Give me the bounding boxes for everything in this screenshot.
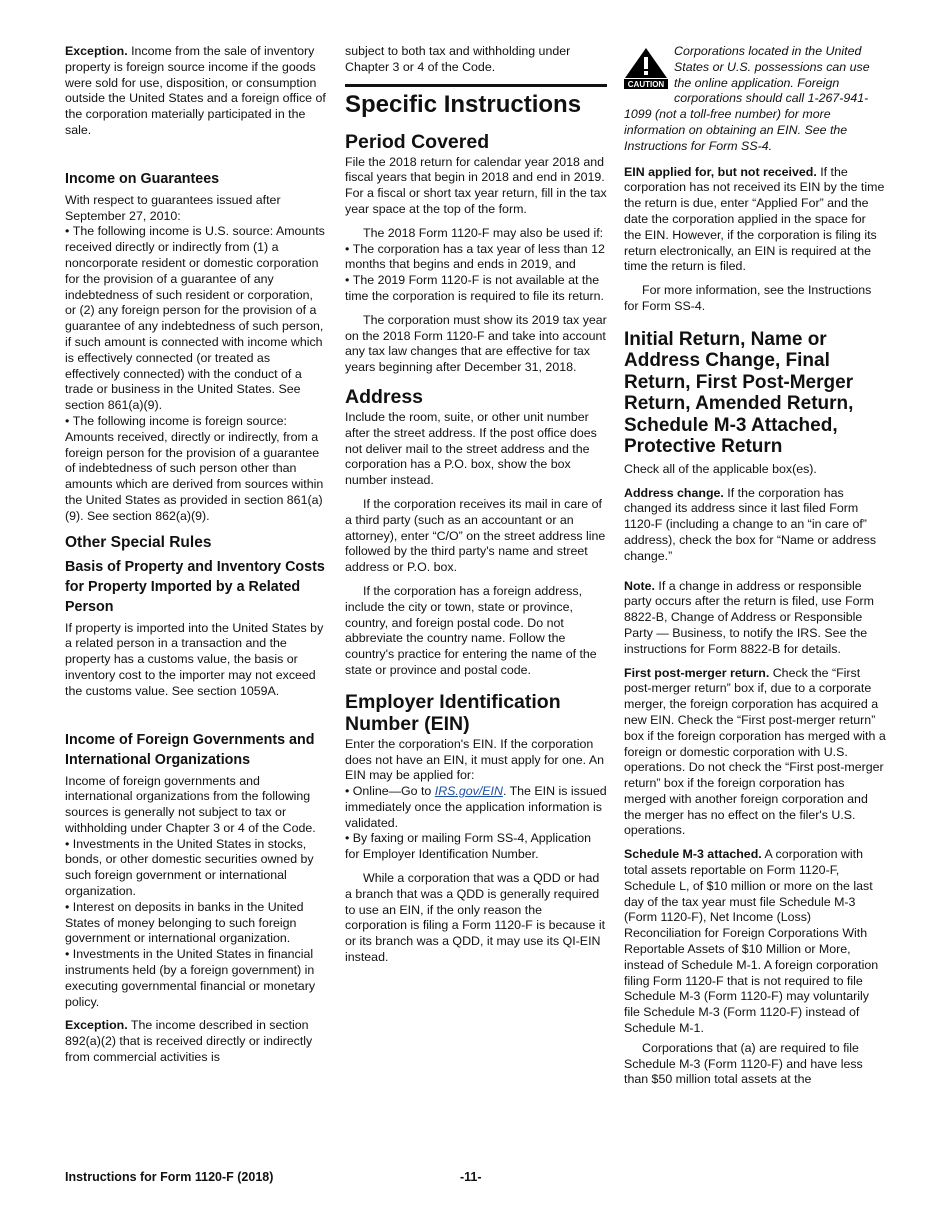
guarantees-bullet-1: • The following income is U.S. source: Amounts received directly or indirectly from (1) a noncorporate resident or domestic corporation for the provision of a guarantee of any indebtedness of such resident or corporation, or (2) any foreign person for the provision of a guarantee of any indebtedness of such person, if such amount is connected with income which is effectively connected (or treated as effectively connected) with the conduct of a trade or business in the United States. See section 861(a)(9). — [65, 224, 327, 414]
m3-paragraph — [624, 847, 886, 1037]
m3-text: A corporation with total assets reportable on Form 1120-F, Schedule L, of $10 million or more on the last day of the tax year must file Schedule M-3 (Form 1120-F), Net Income (Loss) Reconciliation for Foreign Corporations With Reportable Assets of $10 Million or More, instead of Schedule M-1. A foreign corporation filing Form 1120-F that is not required to file Schedule M-3 (Form 1120-F) may voluntarily file Schedule M-3 (Form 1120-F) instead of Schedule M-1. — [624, 847, 879, 1036]
column-1 — [65, 44, 327, 1074]
continued-text: subject to both tax and withholding under Chapter 3 or 4 of the Code. — [345, 44, 571, 74]
period-p2: The 2018 Form 1120-F may also be used if: — [363, 225, 604, 240]
foreign-gov-bullet-3: • Investments in the United States in financial instruments held (by a foreign government) in executing governmental financial or monetary policy. — [65, 947, 327, 1010]
m3-label: Schedule M-3 attached. — [624, 847, 762, 862]
foreign-gov-heading: Income of Foreign Governments and International Organizations — [65, 731, 315, 768]
period-bullet-1: • The corporation has a tax year of less than 12 months that begins and ends in 2019, and — [345, 242, 607, 274]
guarantees-intro: With respect to guarantees issued after September 27, 2010: — [65, 192, 281, 223]
ein-applied-text: If the corporation has not received its EIN by the time the return is due, enter “Applied For” and the date the corporation applied in the space for the EIN. However, if the corporation is filing its return electronically, an EIN is required at the time the return is filed. — [624, 164, 885, 274]
foreign-gov-bullet-2: • Interest on deposits in banks in the United States of money belonging to such foreign government or international organization. — [65, 900, 327, 947]
ein-bullet-1-post: . The EIN is issued immediately once the application information is validated. — [345, 784, 607, 830]
address-p2: If the corporation receives its mail in care of a third party (such as an accountant or an attorney), enter “C/O” on the street address line followed by the third party's name and street address or P.O. box. — [345, 496, 606, 575]
address-change-label: Address change. — [624, 485, 724, 500]
period-p1: File the 2018 return for calendar year 2018 and fiscal years that begin in 2018 and end in 2019. For a fiscal or short tax year return, fill in the tax year space at the top of the form. — [345, 154, 607, 216]
m3-p2: Corporations that (a) are required to file Schedule M-3 (Form 1120-F) and have less than $50 million total assets at the — [624, 1040, 863, 1087]
exception-text: Income from the sale of inventory property is foreign source income if the goods were sold for use, disposition, or consumption outside the United States and a foreign office of the corporation materially participated in the sale. — [65, 44, 326, 137]
irs-ein-link[interactable]: IRS.gov/EIN — [434, 784, 503, 799]
address-p3: If the corporation has a foreign address, include the city or town, state or province, country, and foreign postal code. Do not abbreviate the country name. Follow the country's practice for entering the name of the state or province and postal code. — [345, 583, 597, 677]
ein-bullet-1-pre: Online—Go to — [352, 784, 435, 799]
note-paragraph — [624, 579, 886, 658]
more-info: For more information, see the Instructions for Form SS-4. — [624, 283, 872, 313]
basis-text: If property is imported into the United States by a related person in a transaction and the property has a customs value, the basis or inventory cost to the importer may not exceed the customs value. See section 1059A. — [65, 620, 324, 698]
ein-bullet-2: • By faxing or mailing Form SS-4, Application for Employer Identification Number. — [345, 831, 607, 863]
footer-page-number: -11- — [460, 1170, 482, 1184]
address-change-text: If the corporation has changed its address since it last filed Form 1120-F (including a change to an “in care of” address), check the box for “Name or address change.” — [624, 485, 877, 563]
first-post-merger-text: Check the “First post-merger return” box if, due to a corporate merger, the foreign corporation has acquired a new EIN. Check the “First post-merger return” box if the foreign corporation has merged with a foreign or domestic corporation with U.S. operations. Do not check the “First post-merger return” box if the foreign corporation has merged with another foreign corporation and the merger has no effect on the filer's U.S. operations. — [624, 665, 886, 838]
exception-paragraph — [65, 44, 327, 139]
basis-heading: Basis of Property and Inventory Costs for Property Imported by a Related Person — [65, 558, 325, 615]
first-post-merger-paragraph — [624, 666, 886, 840]
address-heading: Address — [345, 385, 424, 408]
address-p1: Include the room, suite, or other unit number after the street address. If the post office does not deliver mail to the street address and the corporation has a P.O. box, show the box number instead. — [345, 409, 597, 488]
caution-icon — [624, 46, 668, 90]
caution-text: Corporations located in the United States or U.S. possessions can use the online application. Foreign corporations should call 1-267-941-1099 (not a toll-free number) for more information on obtaining an EIN. See the Instructions for Form SS-4. — [624, 44, 870, 153]
first-post-merger-label: First post-merger return. — [624, 665, 770, 680]
note-label: Note. — [624, 578, 655, 593]
check-all: Check all of the applicable box(es). — [624, 461, 817, 476]
address-change-paragraph — [624, 486, 886, 565]
ein-applied-label: EIN applied for, but not received. — [624, 164, 817, 179]
exception2-label: Exception. — [65, 1018, 128, 1033]
period-covered-heading: Period Covered — [345, 130, 490, 153]
footer-form-title: Instructions for Form 1120-F (2018) — [65, 1170, 274, 1184]
foreign-gov-intro: Income of foreign governments and international organizations from the following sources is generally not subject to tax or withholding under Chapter 3 or 4 of the Code. — [65, 773, 316, 835]
other-rules-heading: Other Special Rules — [65, 533, 212, 551]
column-2 — [345, 44, 607, 974]
ein-p1: Enter the corporation's EIN. If the corporation does not have an EIN, it must apply for one. An EIN may be applied for: — [345, 736, 604, 783]
caution-word: CAUTION — [627, 80, 665, 89]
guarantees-heading: Income on Guarantees — [65, 170, 220, 187]
ein-applied-paragraph — [624, 165, 886, 276]
exception-label: Exception. — [65, 44, 128, 58]
caution-box — [624, 44, 886, 155]
guarantees-bullet-2: • The following income is foreign source: Amounts received, directly or indirectly, from a foreign person for the provision of a guarantee of indebtedness of such person other than amounts which are derived from sources within the United States as provided in section 861(a)(9). See section 862(a)(9). — [65, 414, 327, 525]
note-text: If a change in address or responsible party occurs after the return is filed, use Form 8822-B, Change of Address or Responsible Party — Business, to notify the IRS. See the instructions for Form 8822-B for details. — [624, 578, 874, 656]
exception2-text: The income described in section 892(a)(2) that is received directly or indirectly from commercial activities is — [65, 1018, 313, 1065]
period-p3: The corporation must show its 2019 tax year on the 2018 Form 1120-F and take into account any tax law changes that are effective for tax years beginning after December 31, 2018. — [345, 312, 607, 375]
ein-p2: While a corporation that was a QDD or had a branch that was a QDD is generally required to use an EIN, if the only reason the corporation is filing a Form 1120-F is because it or its branch was a QDD, it may use its QI-EIN instead. — [345, 871, 606, 965]
ein-heading: Employer Identification Number (EIN) — [345, 690, 561, 735]
ein-bullet-1 — [345, 784, 607, 831]
initial-return-heading: Initial Return, Name or Address Change, Final Return, First Post-Merger Return, Amended Return, Schedule M-3 Attached, Protective Return — [624, 328, 854, 458]
specific-instructions-heading: Specific Instructions — [345, 84, 607, 119]
foreign-gov-bullet-1: • Investments in the United States in stocks, bonds, or other domestic securities owned by such foreign government or international organization. — [65, 837, 327, 900]
period-bullet-2: • The 2019 Form 1120-F is not available at the time the corporation is required to file its return. — [345, 273, 607, 305]
exception2-paragraph — [65, 1018, 327, 1065]
column-3 — [624, 44, 886, 1096]
